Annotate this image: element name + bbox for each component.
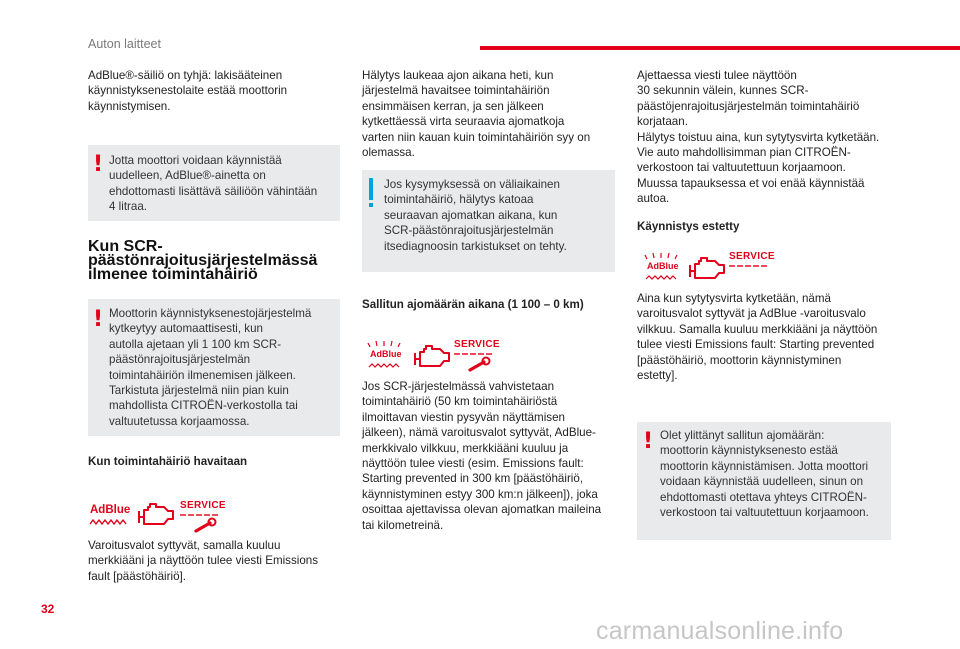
warning-exclamation-icon: !	[93, 307, 104, 332]
warning-box-refill	[88, 145, 340, 221]
page-number: 32	[41, 602, 55, 616]
adblue-small-label: AdBlue	[647, 261, 679, 271]
warning-box-exceeded	[637, 422, 891, 540]
col3-body: Aina kun sytytysvirta kytketään, nämä varoitusvalot syttyvät ja AdBlue -varoitusvalo vilkkuu. Samalla kuuluu merkkiääni ja näyttöön tulee viesti Emissions fault: Starting prevented [päästöhäiriö, moottorin käynnistyminen estetty].	[637, 292, 878, 383]
col2-intro: Hälytys laukeaa ajon aikana heti, kun järjestelmä havaitsee toimintahäiriön ensimmäisen kerran, ja sen jälkeen kytkettäessä virta seuraavia ajomatkoja varten niin kauan kuin toimintahäiriön syy on olemassa.	[362, 69, 591, 160]
wrench-icon	[729, 263, 773, 285]
warning-lamps-group-3	[637, 251, 777, 287]
warning-exclamation-icon: !	[93, 152, 104, 177]
info-box-temporary	[362, 170, 615, 272]
col3-intro: Ajettaessa viesti tulee näyttöön 30 sekunnin välein, kunnes SCR- päästöjenrajoitusjärjestelmän toimintahäiriö korjataan. Hälytys toistuu aina, kun sytytysvirta kytketään. Vie auto mahdollisimman pian CITROËN- verkostoon tai valtuutettuun korjaamoon. Muussa tapauksessa et voi enää käynnistää autoa.	[637, 69, 880, 206]
col3-subheading: Käynnistys estetty	[637, 220, 740, 233]
info-icon	[369, 178, 373, 200]
warning-lamps-group-1	[88, 497, 228, 533]
warning-box-immobiliser	[88, 299, 340, 436]
service-icon: SERVICE	[729, 251, 775, 262]
engine-check-icon	[687, 255, 727, 283]
warning-immobiliser-text: Moottorin käynnistyksenestojärjestelmä kytkeytyy automaattisesti, kun autolla ajetaan yli 1 100 km SCR- päästönrajoitusjärjestelmän toimintahäiriön ilmenemisen jälkeen. Tarkistuta järjestelmä niin pian kuin mahdollista CITROËN-verkostolla tai valtuutetussa korjaamossa.	[109, 307, 312, 428]
watermark: carmanualsonline.info	[596, 617, 844, 645]
adblue-icon	[90, 504, 130, 516]
section-heading-text: Kun SCR- päästönrajoitusjärjestelmässä ilmenee toimintahäiriö	[88, 238, 318, 283]
col2-subheading: Sallitun ajomäärän aikana (1 100 – 0 km)	[362, 298, 584, 311]
col1-intro: AdBlue®-säiliö on tyhjä: lakisääteinen käynnistyksenestolaite estää moottorin käynnistymisen.	[88, 69, 288, 113]
header-accent-bar	[480, 46, 960, 50]
warning-exclamation-icon: !	[643, 429, 654, 454]
engine-check-icon	[136, 501, 176, 529]
adblue-wave-icon	[90, 518, 130, 528]
warning-refill-text: Jotta moottori voidaan käynnistää uudelleen, AdBlue®-ainetta on ehdottomasti lisättävä säiliöön vähintään 4 litraa.	[109, 154, 318, 214]
wrench-icon	[454, 351, 498, 373]
section-heading	[88, 240, 348, 282]
col1-body: Varoitusvalot syttyvät, samalla kuuluu merkkiääni ja näyttöön tulee viesti Emissions fault [päästöhäiriö].	[88, 539, 319, 583]
service-label: SERVICE	[180, 500, 226, 511]
col2-body: Jos SCR-järjestelmässä vahvistetaan toimintahäiriö (50 km toimintahäiriöstä ilmoittavan viestin pysyvän näyttämisen jälkeen), nämä varoitusvalot syttyvät, AdBlue- merkkivalo vilkkuu, merkkiääni kuuluu ja näyttöön tulee viesti (esim. Emissions fault: Starting prevented in 300 km [päästöhäiriö, käynnistyminen estyy 300 km:n jälkeen]), joka osoittaa ajettavissa olevan ajomatkan maileina tai kilometreinä.	[362, 380, 602, 532]
col1-subheading: Kun toimintahäiriö havaitaan	[88, 455, 248, 468]
warning-lamps-group-2	[362, 339, 502, 375]
wrench-icon	[180, 512, 224, 534]
info-temporary-text: Jos kysymyksessä on väliaikainen toimintahäiriö, hälytys katoaa seuraavan ajomatkan aikana, kun SCR-päästönrajoitusjärjestelmän itsediagnoosin tarkistukset on tehty.	[384, 178, 567, 253]
service-icon: SERVICE	[454, 339, 500, 350]
adblue-small-label: AdBlue	[370, 349, 402, 359]
section-title: Auton laitteet	[88, 37, 161, 51]
engine-check-icon	[412, 343, 452, 371]
warning-exceeded-text: Olet ylittänyt sallitun ajomäärän: moottorin käynnistyksenesto estää moottorin käynnistämisen. Jotta moottori voidaan käynnistää uudelleen, sinun on ehdottomasti otettava yhteys CITROËN- verkostoon tai valtuutettuun korjaamoon.	[660, 429, 869, 520]
service-icon	[180, 500, 226, 511]
adblue-label: AdBlue	[90, 504, 131, 516]
